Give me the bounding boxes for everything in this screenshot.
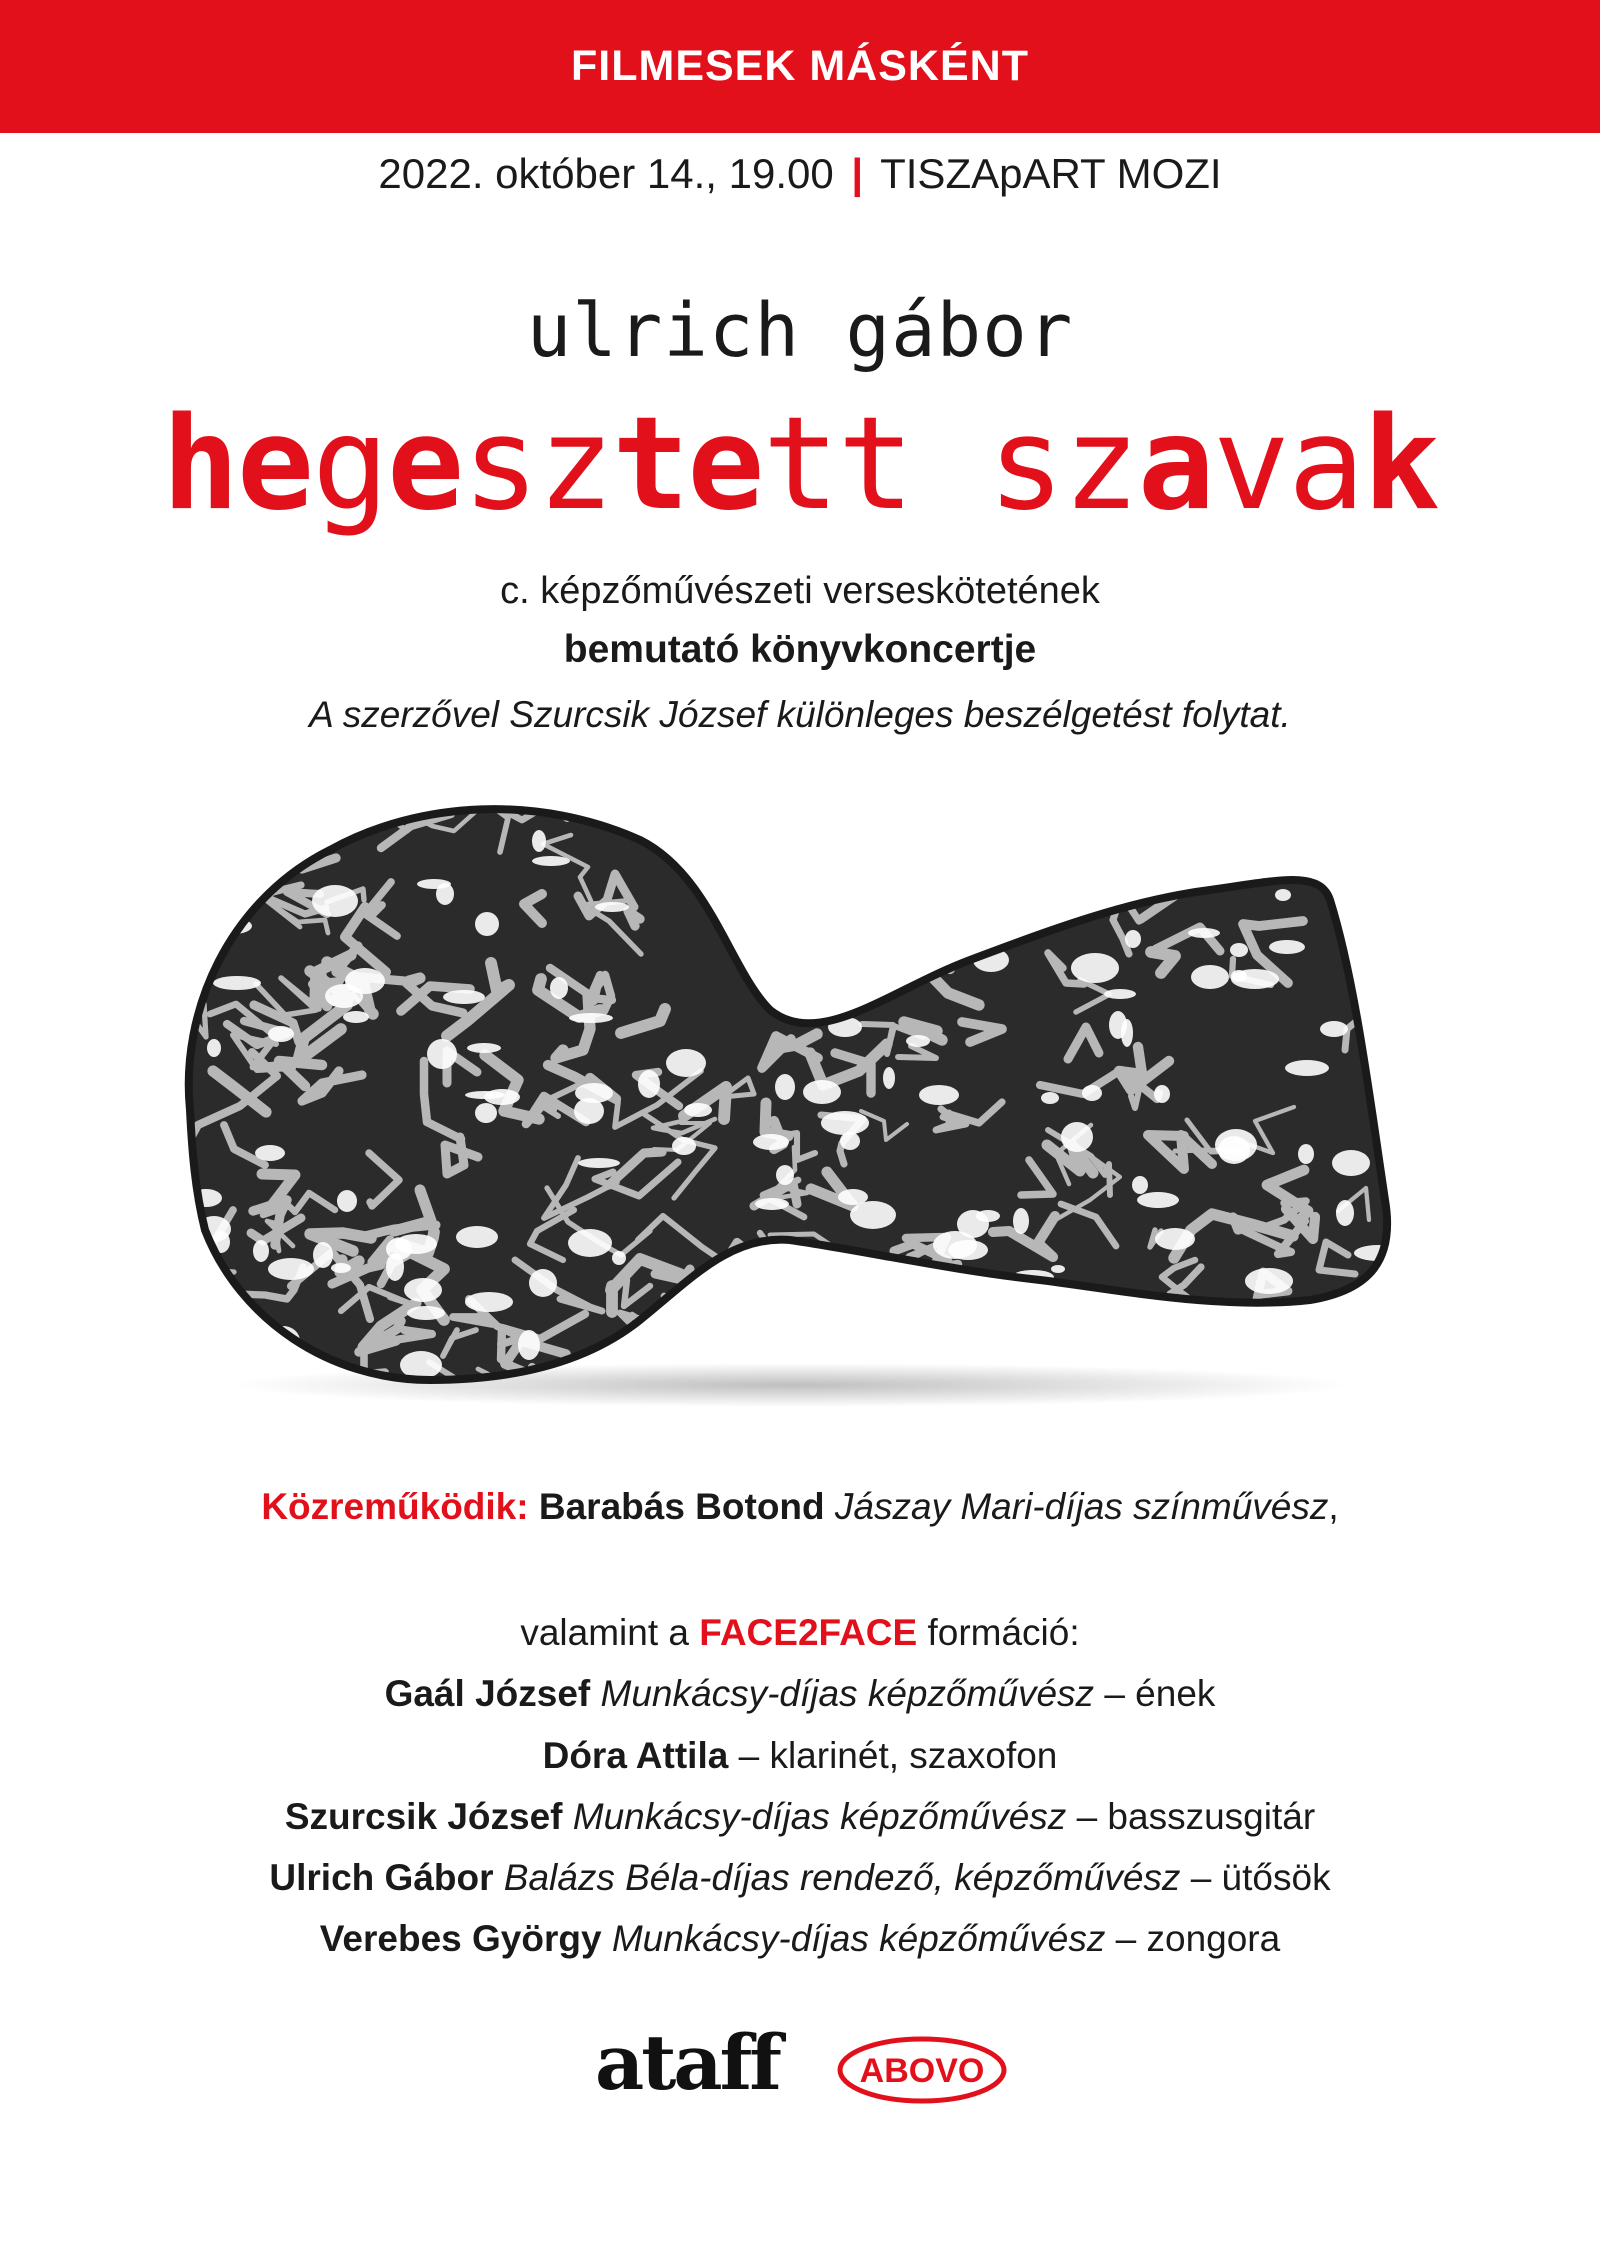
title-part: e (387, 390, 463, 539)
band-intro: valamint a (520, 1612, 689, 1653)
event-date: 2022. október 14., 19.00 (378, 150, 834, 197)
credit-line-lead (0, 1486, 1600, 1528)
title-part: g (312, 390, 388, 539)
sculpture-image (170, 780, 1430, 1420)
member-name: Dóra Attila (542, 1735, 729, 1776)
member-instrument: – ének (1104, 1673, 1216, 1714)
title-part: sz (987, 390, 1138, 539)
title-part: tt (762, 390, 913, 539)
header-banner (0, 0, 1600, 133)
band-member (0, 1735, 1600, 1777)
title-part: va (1212, 390, 1363, 539)
series-title: FILMESEK MÁSKÉNT (571, 42, 1029, 90)
member-instrument: – ütősök (1190, 1857, 1331, 1898)
author-name: ulrich gábor (526, 288, 1074, 374)
title-part: k (1362, 390, 1439, 539)
title-part: te (612, 390, 763, 539)
member-instrument: – klarinét, szaxofon (738, 1735, 1058, 1776)
abovo-logo (837, 2036, 1007, 2104)
title-part: he (161, 390, 313, 539)
band-member (0, 1673, 1600, 1715)
band-member (0, 1857, 1600, 1899)
event-dateline (0, 150, 1600, 198)
title-part: sz (462, 390, 613, 539)
abovo-logo-text: ABOVO (859, 2052, 985, 2090)
title-part: a (1137, 390, 1213, 539)
member-name: Gaál József (384, 1673, 591, 1714)
band-outro: formáció: (927, 1612, 1080, 1653)
lead-performer-role: Jászay Mari-díjas színművész (834, 1486, 1329, 1527)
member-title: Munkácsy-díjas képzőművész (572, 1796, 1067, 1837)
band-member (0, 1796, 1600, 1838)
book-title (0, 390, 1600, 539)
dateline-separator: | (851, 150, 864, 197)
ataff-logo: ataff (595, 2018, 779, 2107)
event-venue: TISZApART MOZI (880, 150, 1222, 197)
band-name: FACE2FACE (699, 1612, 918, 1653)
member-name: Verebes György (319, 1918, 602, 1959)
member-instrument: – basszusgitár (1076, 1796, 1316, 1837)
lead-comma: , (1328, 1486, 1339, 1527)
subtitle-line-1: c. képzőművészeti verseskötetének (500, 570, 1100, 612)
credit-label: Közreműködik: (261, 1486, 529, 1527)
subtitle-line-3: A szerzővel Szurcsik József különleges beszélgetést folytat. (309, 694, 1291, 735)
lead-performer-name: Barabás Botond (538, 1486, 825, 1527)
member-title: Munkácsy-díjas képzőművész (611, 1918, 1106, 1959)
band-member (0, 1918, 1600, 1960)
member-title: Munkácsy-díjas képzőművész (600, 1673, 1095, 1714)
credit-line-band (0, 1612, 1600, 1654)
member-instrument: – zongora (1115, 1918, 1281, 1959)
member-name: Ulrich Gábor (269, 1857, 494, 1898)
member-name: Szurcsik József (284, 1796, 563, 1837)
member-title: Balázs Béla-díjas rendező, képzőművész (503, 1857, 1181, 1898)
subtitle-line-2: bemutató könyvkoncertje (563, 628, 1037, 671)
